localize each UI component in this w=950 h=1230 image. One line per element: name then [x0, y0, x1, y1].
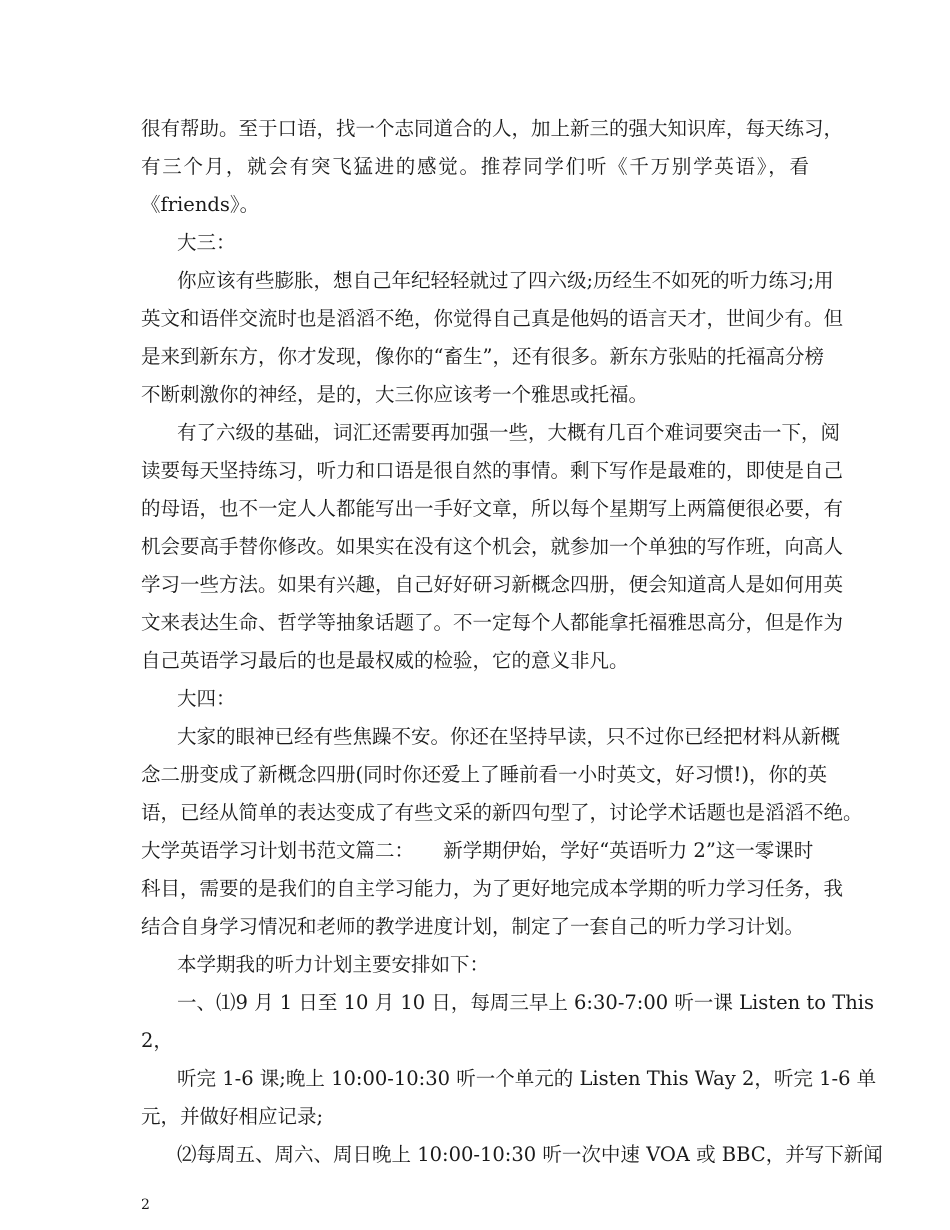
text-line: 读要每天坚持练习，听力和口语是很自然的事情。剩下写作是最难的，即使是自己: [141, 459, 844, 482]
text-line: 文来表达生命、哲学等抽象话题了。不一定每个人都能拿托福雅思高分，但是作为: [141, 611, 844, 634]
text-line: 2，: [141, 1029, 173, 1052]
text-line: 的母语，也不一定人人都能写出一手好文章，所以每个星期写上两篇便很必要，有: [141, 497, 844, 520]
text-line: 学习一些方法。如果有兴趣，自己好好研习新概念四册，便会知道高人是如何用英: [141, 573, 844, 596]
text-line: 自己英语学习最后的也是最权威的检验，它的意义非凡。: [141, 649, 629, 672]
text-line: 《friends》。: [141, 193, 260, 216]
text-line: 英文和语伴交流时也是滔滔不绝，你觉得自己真是他妈的语言天才，世间少有。但: [141, 307, 844, 330]
text-line: 念二册变成了新概念四册(同时你还爱上了睡前看一小时英文，好习惯!)，你的英: [141, 763, 828, 786]
text-line: 机会要高手替你修改。如果实在没有这个机会，就参加一个单独的写作班，向高人: [141, 535, 844, 558]
text-line: 本学期我的听力计划主要安排如下：: [177, 953, 490, 976]
text-line: 是来到新东方，你才发现，像你的“畜生”，还有很多。新东方张贴的托福高分榜: [141, 345, 824, 368]
section-heading: 大三：: [177, 231, 236, 254]
text-line: 元，并做好相应记录;: [141, 1105, 324, 1128]
text-line: 有了六级的基础，词汇还需要再加强一些，大概有几百个难词要突击一下，阅: [177, 421, 841, 444]
page-number: 2: [141, 1197, 150, 1213]
section-heading: 大四：: [177, 687, 236, 710]
text-line: ⑵每周五、周六、周日晚上 10:00-10:30 听一次中速 VOA 或 BBC，并写下新闻: [177, 1143, 883, 1166]
text-line: 大家的眼神已经有些焦躁不安。你还在坚持早读，只不过你已经把材料从新概: [177, 725, 841, 748]
text-line: 语，已经从简单的表达变成了有些文采的新四句型了，讨论学术话题也是滔滔不绝。: [141, 801, 863, 824]
text-line: 听完 1-6 课;晚上 10:00-10:30 听一个单元的 Listen This Way 2，听完 1-6 单: [177, 1067, 877, 1090]
text-line: 你应该有些膨胀，想自己年纪轻轻就过了四六级;历经生不如死的听力练习;用: [177, 269, 834, 292]
text-line: 大学英语学习计划书范文篇二： 新学期伊始，学好“英语听力 2”这一零课时: [141, 839, 814, 862]
text-line: 结合自身学习情况和老师的教学进度计划，制定了一套自己的听力学习计划。: [141, 915, 805, 938]
text-line: 科目，需要的是我们的自主学习能力，为了更好地完成本学期的听力学习任务，我: [141, 877, 844, 900]
text-line: 不断刺激你的神经，是的，大三你应该考一个雅思或托福。: [141, 383, 649, 406]
text-line: 有三个月，就会有突飞猛进的感觉。推荐同学们听《千万别学英语》，看: [141, 155, 809, 178]
text-line: 很有帮助。至于口语，找一个志同道合的人，加上新三的强大知识库，每天练习，: [141, 117, 844, 140]
text-line: 一、⑴9 月 1 日至 10 月 10 日，每周三早上 6:30-7:00 听一课 Listen to This: [177, 991, 875, 1014]
